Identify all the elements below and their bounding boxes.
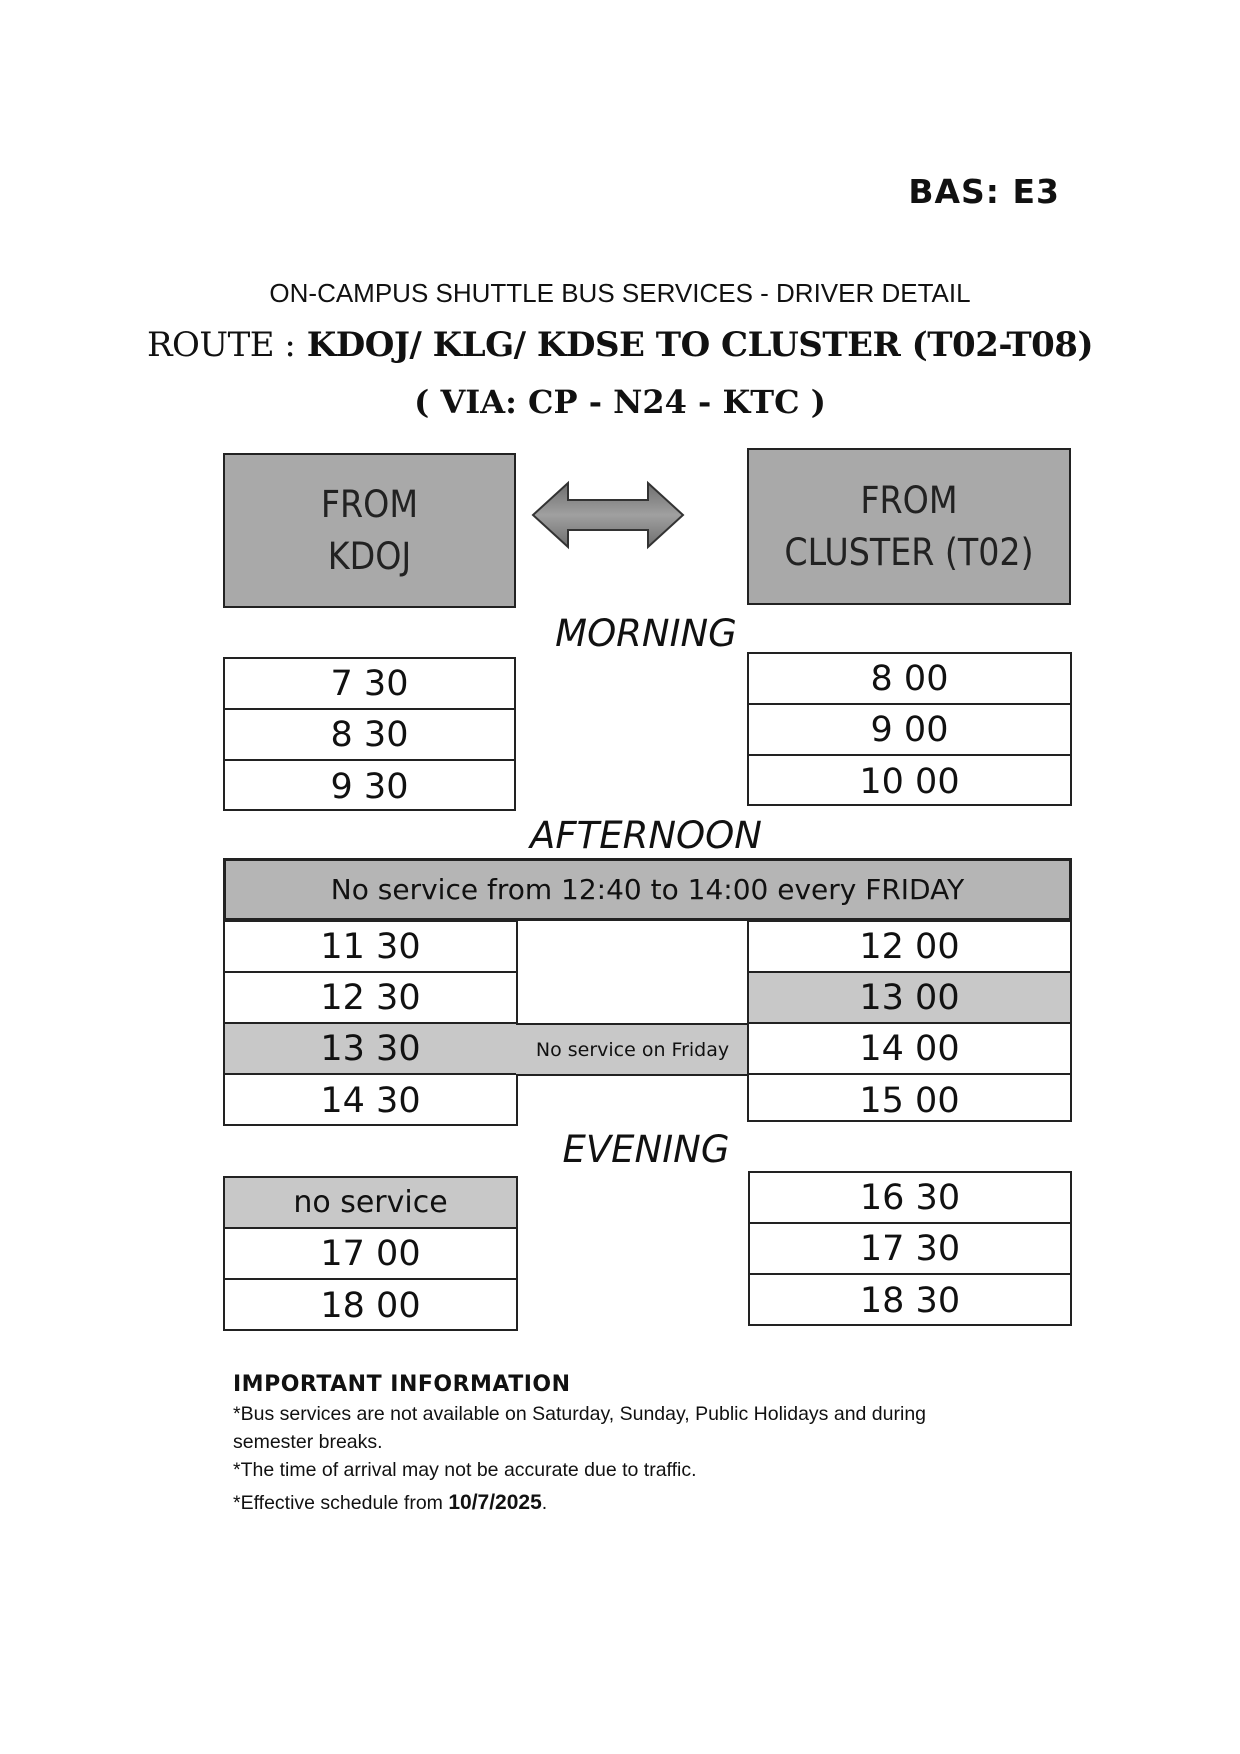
time-cell: 9 00 — [749, 705, 1070, 756]
section-evening: EVENING — [562, 1128, 730, 1171]
important-info-title: IMPORTANT INFORMATION — [233, 1372, 571, 1397]
time-cell: 12 00 — [749, 922, 1070, 973]
friday-service-banner: No service from 12:40 to 14:00 every FRIDAY — [223, 858, 1072, 921]
bus-code: BAS: E3 — [908, 172, 1060, 211]
route-label: ROUTE : — [146, 325, 296, 365]
time-cell: 8 00 — [749, 654, 1070, 705]
morning-right-column — [747, 652, 1072, 806]
time-cell: 17 00 — [225, 1229, 516, 1280]
info-line-1b: semester breaks. — [233, 1431, 383, 1453]
time-cell: 11 30 — [225, 922, 516, 973]
evening-left-column — [223, 1176, 518, 1331]
time-cell: 18 30 — [859, 1280, 961, 1321]
section-morning: MORNING — [555, 612, 737, 655]
time-cell: 14 30 — [320, 1080, 421, 1121]
section-afternoon: AFTERNOON — [530, 814, 762, 857]
info-line-3 — [233, 1489, 547, 1517]
double-arrow-icon — [530, 480, 686, 550]
time-cell-friday-no-service: 13 00 — [749, 973, 1070, 1024]
time-cell: 9 30 — [330, 766, 409, 807]
header-from-kdoj: FROM KDOJ — [223, 453, 516, 608]
route-title — [0, 325, 1240, 365]
time-cell: 18 00 — [320, 1285, 421, 1326]
info-line-1a: *Bus services are not available on Saturday, Sunday, Public Holidays and during — [233, 1403, 927, 1425]
afternoon-left-column — [223, 920, 518, 1126]
afternoon-right-column — [747, 920, 1072, 1122]
page-subtitle: ON-CAMPUS SHUTTLE BUS SERVICES - DRIVER DETAIL — [269, 278, 971, 308]
effective-date: 10/7/2025 — [448, 1491, 542, 1514]
time-cell: 12 30 — [225, 973, 516, 1024]
time-cell: 17 30 — [750, 1224, 1070, 1275]
evening-right-column — [748, 1171, 1072, 1326]
header-from-cluster: FROM CLUSTER (T02) — [747, 448, 1071, 605]
time-cell: 16 30 — [750, 1173, 1070, 1224]
time-cell: 14 00 — [749, 1024, 1070, 1075]
no-service-cell: no service — [225, 1178, 516, 1229]
time-cell: 15 00 — [859, 1080, 960, 1121]
info-line-3-suffix: . — [541, 1492, 548, 1514]
time-cell: 7 30 — [225, 659, 514, 710]
route-name: KDOJ/ KLG/ KDSE TO CLUSTER (T02-T08) — [306, 325, 1094, 365]
time-cell-friday-no-service: 13 30 — [225, 1024, 516, 1075]
time-cell: 8 30 — [225, 710, 514, 761]
route-via: ( VIA: CP - N24 - KTC ) — [414, 383, 826, 421]
friday-note: No service on Friday — [516, 1023, 749, 1076]
time-cell: 10 00 — [859, 761, 960, 802]
info-line-3-prefix: *Effective schedule from — [233, 1492, 449, 1514]
morning-left-column — [223, 657, 516, 811]
info-line-2: *The time of arrival may not be accurate due to traffic. — [233, 1459, 697, 1481]
